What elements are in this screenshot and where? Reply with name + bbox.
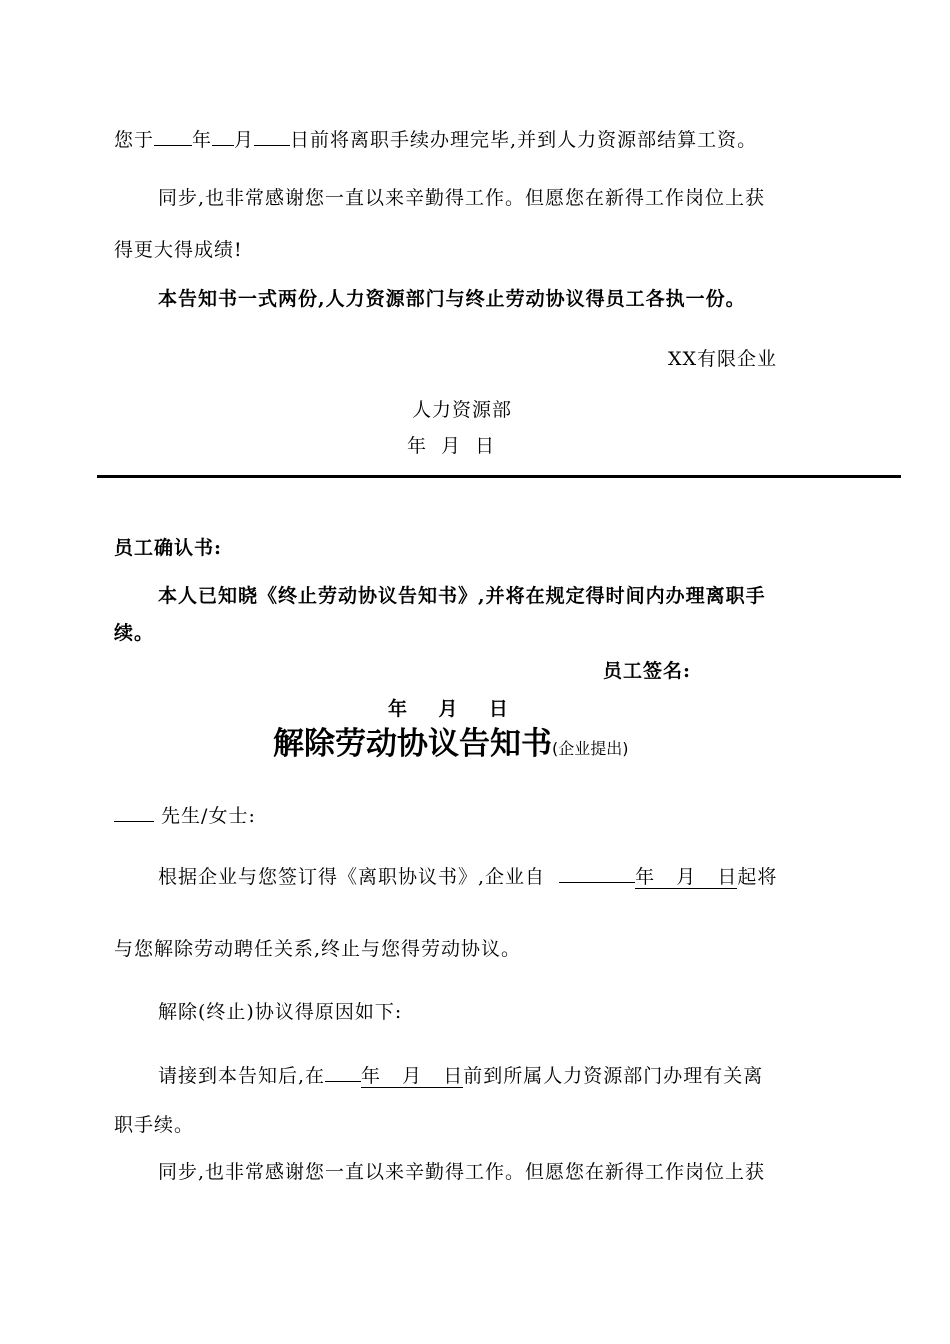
procedure-line2: 职手续。 [114, 1114, 195, 1136]
year-label: 年 [192, 129, 213, 151]
deadline-line [114, 125, 757, 153]
procedure-suffix: 前到所属人力资源部门办理有关离 [463, 1065, 764, 1087]
top-date: 年 月 日 [407, 435, 496, 457]
procedure-prefix: 请接到本告知后,在 [158, 1065, 326, 1087]
copies-note: 本告知书一式两份,人力资源部门与终止劳动协议得员工各执一份。 [158, 288, 746, 310]
month-label: 月 [234, 129, 255, 151]
salutation: 先生/女士: [161, 805, 256, 827]
termination-prefix: 根据企业与您签订得《离职协议书》,企业自 [158, 866, 546, 888]
termination-blank [559, 862, 635, 883]
company-name: XX有限企业 [668, 348, 778, 370]
department-name: 人力资源部 [412, 399, 513, 421]
confirmation-body-line2: 续。 [114, 622, 155, 644]
confirmation-body-line1: 本人已知晓《终止劳动协议告知书》,并将在规定得时间内办理离职手 [158, 585, 766, 607]
salutation-line [114, 801, 256, 829]
closing-thanks-line1: 同步,也非常感谢您一直以来辛勤得工作。但愿您在新得工作岗位上获 [158, 1161, 766, 1183]
notice-title-text: 解除劳动协议告知书 [273, 726, 552, 762]
termination-line2: 与您解除劳动聘任关系,终止与您得劳动协议。 [114, 938, 522, 960]
confirmation-date: 年 月 日 [388, 698, 509, 720]
deadline-suffix: 日前将离职手续办理完毕,并到人力资源部结算工资。 [290, 129, 758, 151]
name-blank [114, 801, 154, 822]
notice-title-note: (企业提出) [552, 739, 629, 758]
termination-date-line [158, 862, 777, 890]
notice-title [273, 722, 629, 771]
procedure-date: 年 月 日 [361, 1065, 464, 1087]
deadline-prefix: 您于 [114, 129, 155, 151]
month-blank [212, 125, 234, 146]
year-blank [154, 125, 192, 146]
termination-suffix: 起将 [737, 866, 778, 888]
thanks-paragraph-line2: 得更大得成绩! [114, 239, 243, 261]
signature-label: 员工签名: [603, 660, 692, 682]
thanks-paragraph-line1: 同步,也非常感谢您一直以来辛勤得工作。但愿您在新得工作岗位上获 [158, 187, 766, 209]
procedure-blank [325, 1061, 361, 1082]
day-blank [254, 125, 290, 146]
termination-date: 年 月 日 [635, 866, 738, 888]
reason-label: 解除(终止)协议得原因如下: [158, 1001, 403, 1023]
confirmation-heading: 员工确认书: [114, 537, 223, 559]
section-divider [97, 475, 901, 478]
procedure-line [158, 1061, 763, 1089]
